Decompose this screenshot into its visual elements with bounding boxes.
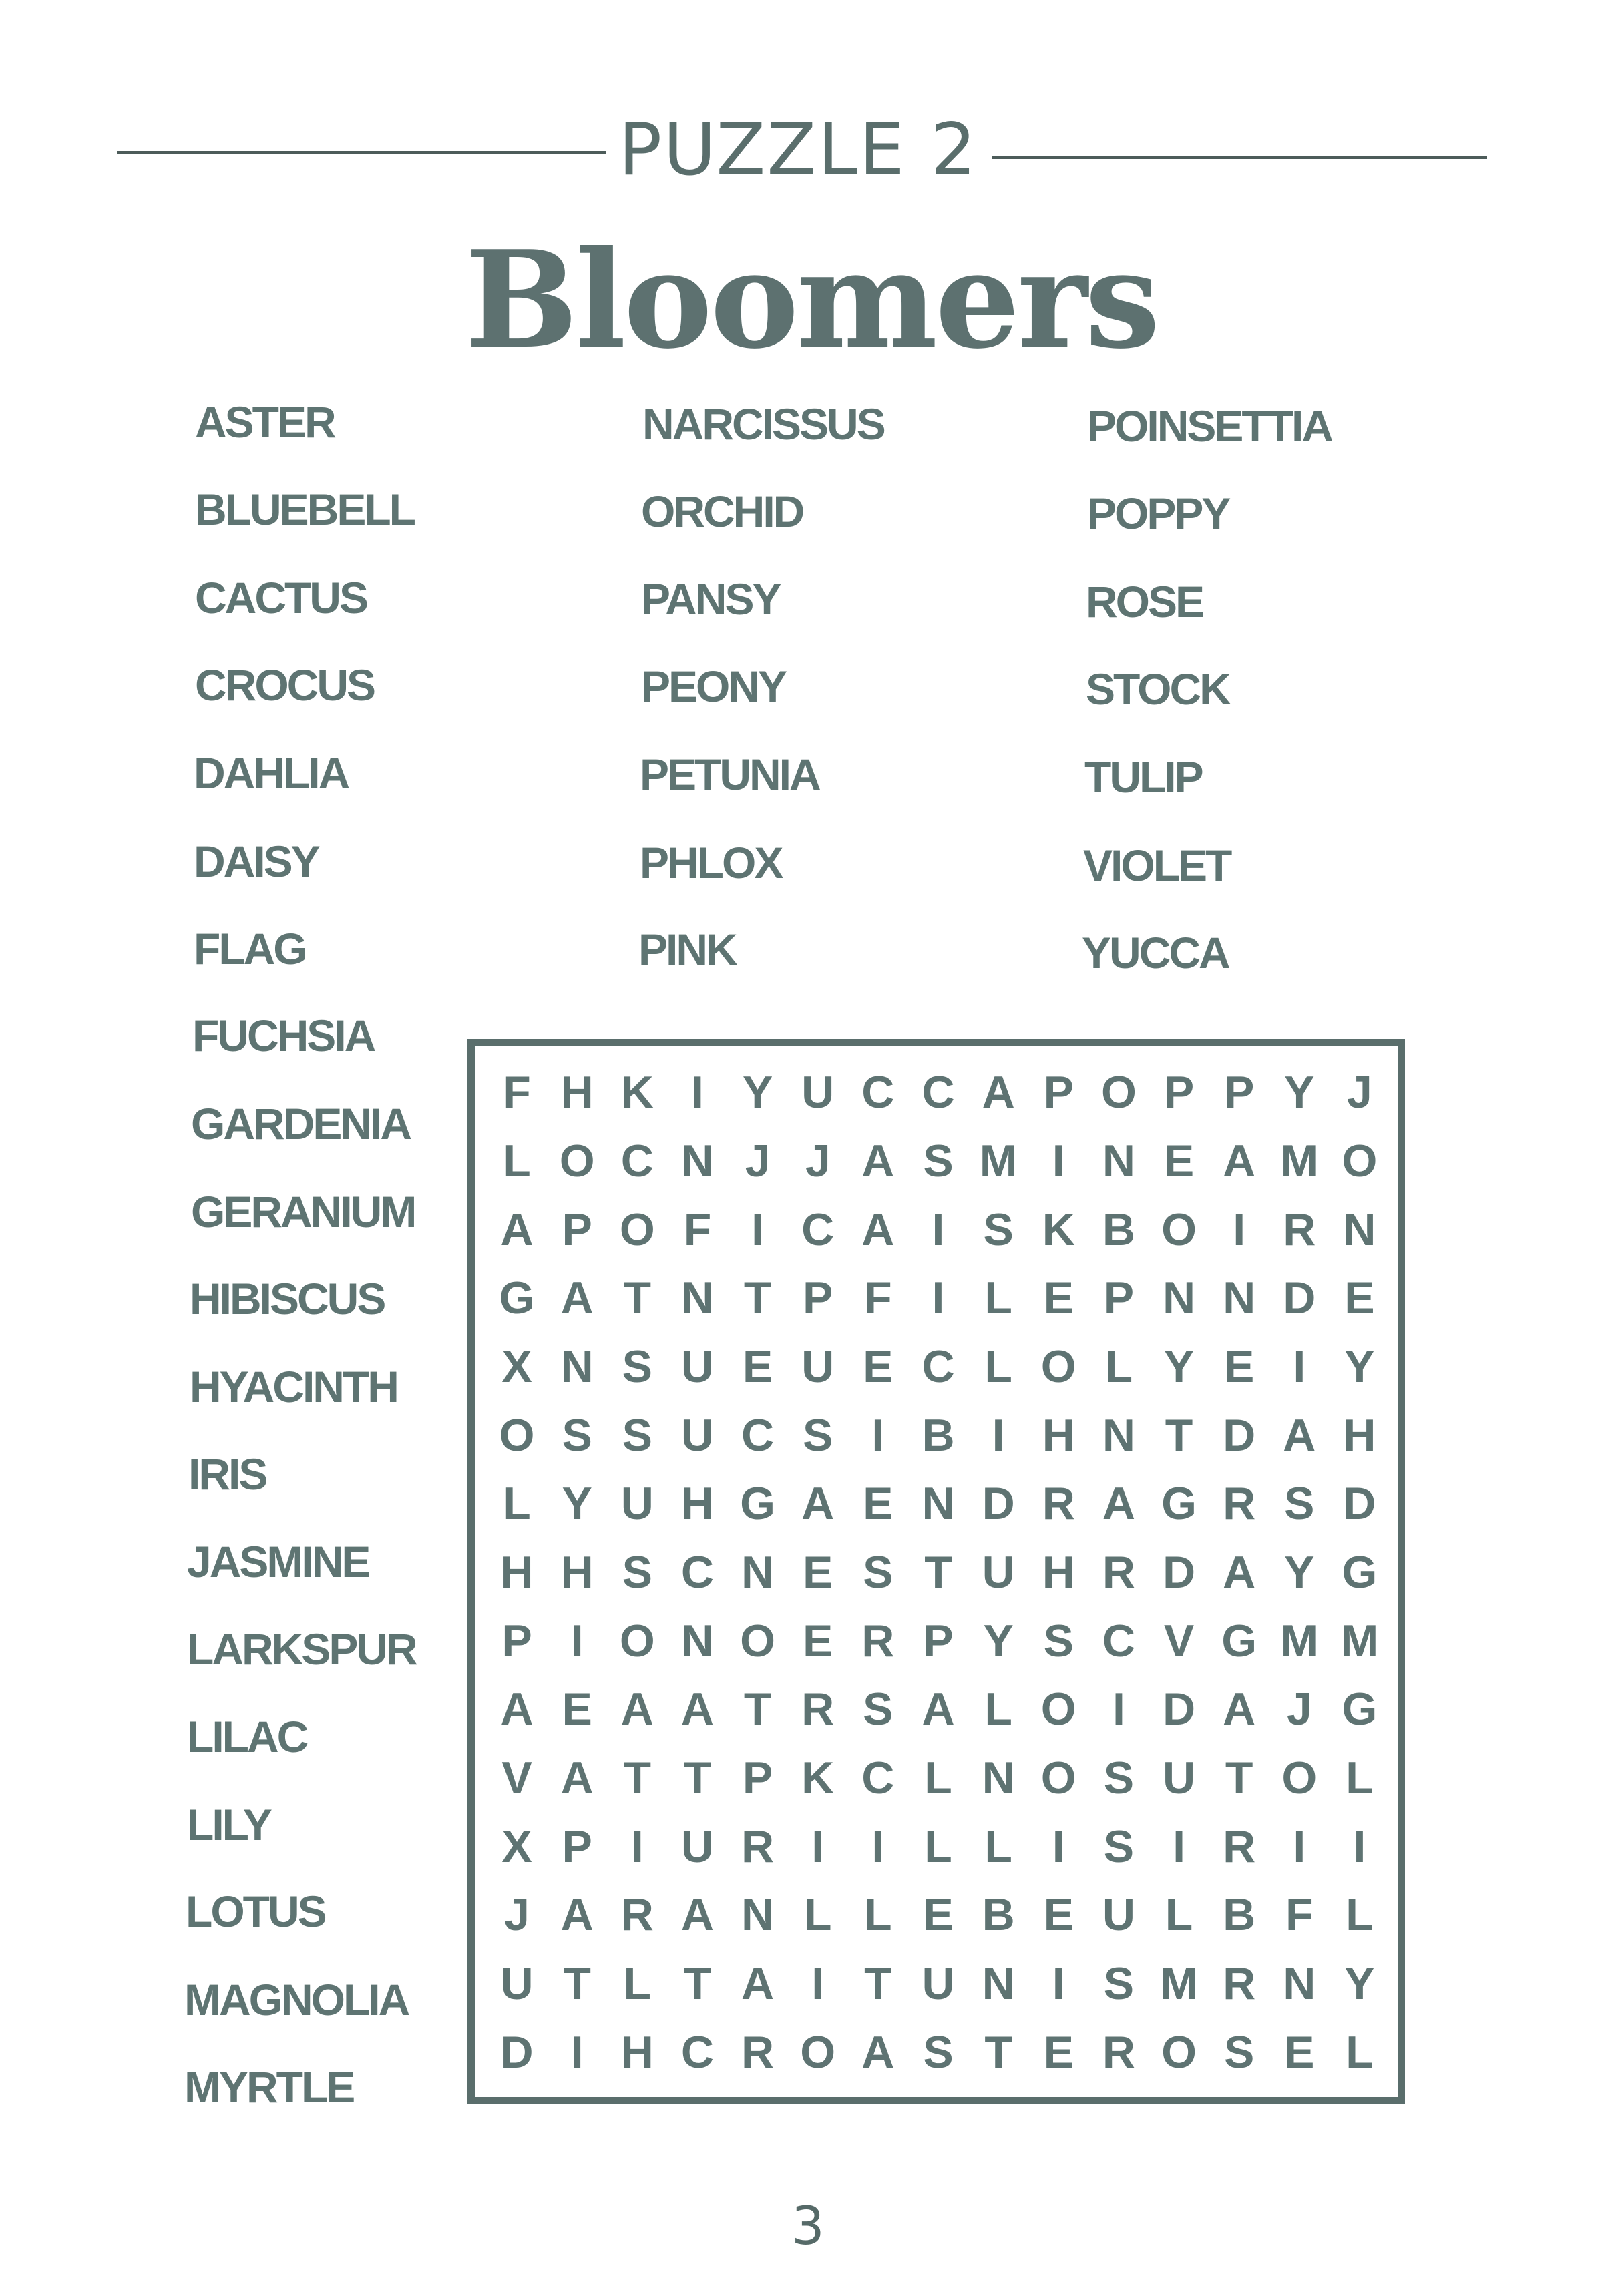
grid-cell[interactable]: A (500, 1204, 534, 1255)
grid-cell[interactable]: E (803, 1615, 833, 1666)
grid-cell[interactable]: T (623, 1273, 652, 1324)
grid-cell[interactable]: T (623, 1752, 652, 1803)
grid-cell[interactable]: F (683, 1204, 712, 1255)
grid-cell[interactable]: R (1042, 1478, 1075, 1530)
grid-cell[interactable]: M (1280, 1135, 1319, 1186)
grid-cell[interactable]: M (1340, 1615, 1379, 1666)
word-item: FUCHSIA (192, 1011, 375, 1060)
grid-cell[interactable]: E (803, 1546, 833, 1598)
grid-cell[interactable]: I (1293, 1341, 1306, 1392)
grid-cell[interactable]: M (979, 1135, 1018, 1186)
grid-cell[interactable]: L (803, 1889, 832, 1941)
word-item: PETUNIA (640, 750, 819, 799)
grid-cell[interactable]: J (805, 1135, 831, 1186)
grid-cell[interactable]: C (741, 1409, 775, 1461)
grid-cell[interactable]: L (924, 1821, 952, 1872)
grid-cell[interactable]: I (1052, 1135, 1065, 1186)
grid-cell[interactable]: S (1223, 2026, 1255, 2078)
grid-cell[interactable]: A (680, 1684, 715, 1735)
word-item: HYACINTH (190, 1362, 397, 1411)
grid-cell[interactable]: P (501, 1615, 532, 1666)
grid-cell[interactable]: R (1102, 2026, 1135, 2078)
grid-cell[interactable]: H (560, 1067, 594, 1118)
grid-cell[interactable]: R (1283, 1204, 1316, 1255)
grid-cell[interactable]: L (623, 1958, 652, 2009)
grid-cell[interactable]: I (630, 1821, 644, 1872)
grid-cell[interactable]: I (1353, 1821, 1366, 1872)
grid-cell[interactable]: C (620, 1135, 654, 1186)
grid-cell[interactable]: A (500, 1684, 534, 1735)
grid-cell[interactable]: S (622, 1546, 652, 1598)
grid-cell[interactable]: C (922, 1067, 955, 1118)
grid-cell[interactable]: E (1043, 1889, 1074, 1941)
grid-cell[interactable]: Y (1284, 1546, 1315, 1598)
grid-cell[interactable]: E (923, 1889, 954, 1941)
grid-cell[interactable]: U (982, 1546, 1015, 1598)
grid-cell[interactable]: N (1102, 1135, 1135, 1186)
grid-cell[interactable]: E (1043, 2026, 1074, 2078)
grid-cell[interactable]: A (1223, 1684, 1256, 1735)
grid-cell[interactable]: M (1160, 1958, 1198, 2009)
grid-cell[interactable]: A (1102, 1478, 1135, 1530)
grid-cell[interactable]: C (1102, 1615, 1135, 1666)
grid-cell[interactable]: U (680, 1409, 715, 1461)
grid-cell[interactable]: P (923, 1615, 954, 1666)
grid-cell[interactable]: A (1223, 1546, 1256, 1598)
grid-cell[interactable]: S (863, 1684, 893, 1735)
grid-cell[interactable]: O (1161, 2026, 1197, 2078)
grid-cell[interactable]: I (570, 2026, 584, 2078)
grid-cell[interactable]: U (680, 1821, 715, 1872)
grid-cell[interactable]: D (1343, 1478, 1376, 1530)
word-item: LOTUS (186, 1887, 325, 1936)
grid-cell[interactable]: H (1042, 1546, 1075, 1598)
word-item: ROSE (1086, 577, 1203, 626)
word-item: JASMINE (187, 1537, 369, 1586)
grid-cell[interactable]: H (1042, 1409, 1075, 1461)
grid-cell[interactable]: S (923, 2026, 954, 2078)
grid-cell[interactable]: R (1223, 1958, 1256, 2009)
grid-cell[interactable]: O (619, 1204, 655, 1255)
grid-cell[interactable]: D (982, 1478, 1015, 1530)
grid-cell[interactable]: O (740, 1615, 776, 1666)
grid-cell[interactable]: T (1165, 1409, 1193, 1461)
grid-cell[interactable]: E (1223, 1341, 1255, 1392)
grid-cell[interactable]: O (1342, 1135, 1378, 1186)
grid-cell[interactable]: J (1286, 1684, 1312, 1735)
puzzle-title: Bloomers (465, 222, 1158, 379)
grid-cell[interactable]: A (982, 1067, 1015, 1118)
grid-cell[interactable]: G (1161, 1478, 1197, 1530)
grid-cell[interactable]: H (500, 1546, 534, 1598)
grid-cell[interactable]: G (1221, 1615, 1257, 1666)
grid-cell[interactable]: A (801, 1478, 835, 1530)
grid-cell[interactable]: M (1280, 1615, 1319, 1666)
grid-cell[interactable]: R (801, 1684, 835, 1735)
grid-cell[interactable]: E (863, 1341, 893, 1392)
grid-cell[interactable]: N (1283, 1958, 1316, 2009)
grid-cell[interactable]: D (1283, 1273, 1316, 1324)
grid-cell[interactable]: R (861, 1615, 895, 1666)
grid-cell[interactable]: S (983, 1204, 1014, 1255)
grid-cell[interactable]: E (1163, 1135, 1195, 1186)
grid-cell[interactable]: B (982, 1889, 1015, 1941)
grid-cell[interactable]: A (1283, 1409, 1316, 1461)
grid-cell[interactable]: G (740, 1478, 776, 1530)
grid-cell[interactable]: I (1173, 1821, 1185, 1872)
grid-cell[interactable]: L (503, 1478, 531, 1530)
grid-cell[interactable]: F (503, 1067, 531, 1118)
grid-cell[interactable]: T (984, 2026, 1012, 2078)
grid-cell[interactable]: E (863, 1478, 893, 1530)
word-item: POPPY (1087, 489, 1229, 538)
grid-cell[interactable]: T (743, 1684, 772, 1735)
grid-cell[interactable]: R (1223, 1821, 1256, 1872)
grid-cell[interactable]: I (1112, 1684, 1125, 1735)
grid-cell[interactable]: T (683, 1752, 712, 1803)
grid-cell[interactable]: Y (1163, 1341, 1195, 1392)
word-item: LARKSPUR (187, 1624, 416, 1674)
grid-cell[interactable]: O (619, 1615, 655, 1666)
word-item: LILY (187, 1800, 270, 1849)
grid-cell[interactable]: P (562, 1821, 592, 1872)
word-item: PINK (638, 925, 736, 974)
word-item: GERANIUM (191, 1187, 415, 1236)
grid-cell[interactable]: L (984, 1821, 1012, 1872)
grid-cell[interactable]: G (1342, 1546, 1378, 1598)
grid-cell[interactable]: F (864, 1273, 892, 1324)
grid-cell[interactable]: A (741, 1958, 775, 2009)
grid-cell[interactable]: Y (1344, 1341, 1375, 1392)
grid-cell[interactable]: V (501, 1752, 532, 1803)
grid-cell[interactable]: C (861, 1067, 895, 1118)
word-item: BLUEBELL (195, 485, 414, 534)
grid-cell[interactable]: Y (1344, 1958, 1375, 2009)
grid-cell[interactable]: U (801, 1341, 835, 1392)
grid-cell[interactable]: Y (742, 1067, 773, 1118)
grid-cell[interactable]: A (922, 1684, 955, 1735)
grid-cell[interactable]: F (1285, 1889, 1313, 1941)
grid-cell[interactable]: D (1162, 1546, 1196, 1598)
grid-cell[interactable]: T (924, 1546, 952, 1598)
header-rule-left (117, 151, 606, 154)
grid-cell[interactable]: S (923, 1135, 954, 1186)
grid-cell[interactable]: A (861, 1135, 895, 1186)
word-item: DAISY (194, 837, 319, 886)
grid-cell[interactable]: S (622, 1409, 652, 1461)
grid-cell[interactable]: U (680, 1341, 715, 1392)
grid-cell[interactable]: G (499, 1273, 535, 1324)
grid-cell[interactable]: X (501, 1341, 532, 1392)
grid-cell[interactable]: N (922, 1478, 955, 1530)
grid-cell[interactable]: H (560, 1546, 594, 1598)
grid-cell[interactable]: I (691, 1067, 704, 1118)
grid-cell[interactable]: O (499, 1409, 535, 1461)
word-item: DAHLIA (194, 748, 349, 798)
grid-cell[interactable]: N (1102, 1409, 1135, 1461)
word-item: MAGNOLIA (184, 1975, 409, 2024)
grid-cell[interactable]: L (984, 1341, 1012, 1392)
grid-cell[interactable]: X (501, 1821, 532, 1872)
word-item: YUCCA (1082, 928, 1229, 977)
header-rule-right (992, 156, 1487, 159)
grid-cell[interactable]: N (741, 1889, 775, 1941)
grid-cell[interactable]: D (500, 2026, 534, 2078)
grid-cell[interactable]: S (863, 1546, 893, 1598)
grid-cell[interactable]: S (803, 1409, 833, 1461)
grid-cell[interactable]: I (932, 1204, 945, 1255)
word-item: PHLOX (640, 838, 782, 887)
grid-cell[interactable]: R (1102, 1546, 1135, 1598)
grid-cell[interactable]: N (680, 1273, 715, 1324)
grid-cell[interactable]: L (984, 1684, 1012, 1735)
grid-cell[interactable]: S (1103, 1821, 1135, 1872)
grid-cell[interactable]: I (932, 1273, 945, 1324)
grid-cell[interactable]: E (742, 1341, 773, 1392)
grid-cell[interactable]: N (982, 1958, 1015, 2009)
grid-cell[interactable]: E (1344, 1273, 1375, 1324)
grid-cell[interactable]: L (1346, 2026, 1374, 2078)
word-item: HIBISCUS (190, 1274, 385, 1323)
grid-cell[interactable]: J (1347, 1067, 1372, 1118)
grid-cell[interactable]: D (1162, 1684, 1196, 1735)
grid-cell[interactable]: B (922, 1409, 955, 1461)
grid-cell[interactable]: S (1043, 1615, 1074, 1666)
grid-cell[interactable]: U (620, 1478, 654, 1530)
grid-cell[interactable]: N (680, 1135, 715, 1186)
word-item: ASTER (195, 397, 335, 447)
grid-cell[interactable]: L (1346, 1752, 1374, 1803)
grid-cell[interactable]: T (683, 1958, 712, 2009)
grid-cell[interactable]: A (861, 2026, 895, 2078)
grid-cell[interactable]: L (984, 1273, 1012, 1324)
grid-cell[interactable]: A (560, 1889, 594, 1941)
word-item: GARDENIA (191, 1099, 411, 1148)
grid-cell[interactable]: A (1223, 1135, 1256, 1186)
grid-cell[interactable]: U (1162, 1752, 1196, 1803)
grid-cell[interactable]: I (1233, 1204, 1246, 1255)
grid-cell[interactable]: J (745, 1135, 771, 1186)
grid-cell[interactable]: I (811, 1958, 825, 2009)
grid-cell[interactable]: I (992, 1409, 1005, 1461)
grid-cell[interactable]: P (1103, 1273, 1135, 1324)
grid-cell[interactable]: O (1161, 1204, 1197, 1255)
word-item: MYRTLE (184, 2062, 354, 2112)
grid-cell[interactable]: L (503, 1135, 531, 1186)
grid-cell[interactable]: J (504, 1889, 530, 1941)
grid-cell[interactable]: N (560, 1341, 594, 1392)
grid-cell[interactable]: S (622, 1341, 652, 1392)
word-item: STOCK (1086, 664, 1229, 714)
grid-cell[interactable]: H (620, 2026, 654, 2078)
grid-cell[interactable]: V (1163, 1615, 1195, 1666)
grid-cell[interactable]: D (1223, 1409, 1256, 1461)
grid-cell[interactable]: H (680, 1478, 715, 1530)
grid-cell[interactable]: R (741, 2026, 775, 2078)
grid-cell[interactable]: U (801, 1067, 835, 1118)
word-item: IRIS (188, 1449, 266, 1499)
word-item: POINSETTIA (1087, 401, 1332, 451)
letter-grid (487, 1058, 1390, 2086)
grid-cell[interactable]: P (742, 1752, 773, 1803)
grid-cell[interactable]: L (924, 1752, 952, 1803)
grid-cell[interactable]: I (871, 1821, 885, 1872)
word-item: CROCUS (195, 660, 375, 710)
grid-cell[interactable]: N (982, 1752, 1015, 1803)
grid-cell[interactable]: T (864, 1958, 892, 2009)
grid-cell[interactable]: U (922, 1958, 955, 2009)
grid-cell[interactable]: H (1343, 1409, 1376, 1461)
word-item: LILAC (187, 1712, 307, 1761)
grid-cell[interactable]: N (741, 1546, 775, 1598)
word-item: NARCISSUS (642, 399, 884, 449)
grid-cell[interactable]: C (801, 1204, 835, 1255)
grid-cell[interactable]: C (922, 1341, 955, 1392)
word-search-grid (467, 1039, 1405, 2104)
grid-cell[interactable]: I (1052, 1821, 1065, 1872)
grid-cell[interactable]: A (560, 1273, 594, 1324)
grid-cell[interactable]: A (680, 1889, 715, 1941)
grid-cell[interactable]: S (562, 1409, 592, 1461)
grid-cell[interactable]: O (1281, 1752, 1318, 1803)
grid-cell[interactable]: S (1103, 1752, 1135, 1803)
grid-cell[interactable]: P (1163, 1067, 1195, 1118)
grid-cell[interactable]: E (1043, 1273, 1074, 1324)
grid-cell[interactable]: I (1293, 1821, 1306, 1872)
grid-cell[interactable]: Y (562, 1478, 592, 1530)
grid-cell[interactable]: N (1343, 1204, 1376, 1255)
grid-cell[interactable]: I (570, 1615, 584, 1666)
grid-cell[interactable]: U (1102, 1889, 1135, 1941)
grid-cell[interactable]: O (1040, 1752, 1076, 1803)
grid-cell[interactable]: E (562, 1684, 592, 1735)
grid-cell[interactable]: T (1225, 1752, 1253, 1803)
grid-cell[interactable]: Y (1284, 1067, 1315, 1118)
grid-cell[interactable]: I (1052, 1958, 1065, 2009)
grid-cell[interactable]: Y (983, 1615, 1014, 1666)
grid-cell[interactable]: S (1103, 1958, 1135, 2009)
grid-cell[interactable]: C (680, 1546, 715, 1598)
grid-cell[interactable]: O (800, 2026, 836, 2078)
grid-cell[interactable]: O (1040, 1341, 1076, 1392)
grid-cell[interactable]: S (1284, 1478, 1315, 1530)
grid-cell[interactable]: R (741, 1821, 775, 1872)
grid-cell[interactable]: N (680, 1615, 715, 1666)
word-item: TULIP (1084, 752, 1202, 802)
grid-cell[interactable]: T (743, 1273, 772, 1324)
grid-cell[interactable]: K (801, 1752, 835, 1803)
grid-cell[interactable]: R (620, 1889, 654, 1941)
grid-cell[interactable]: N (1223, 1273, 1256, 1324)
grid-cell[interactable]: P (1223, 1067, 1255, 1118)
word-item: FLAG (194, 924, 306, 973)
word-item: VIOLET (1083, 841, 1231, 890)
grid-cell[interactable]: A (620, 1684, 654, 1735)
grid-cell[interactable]: A (861, 1204, 895, 1255)
grid-cell[interactable]: I (751, 1204, 765, 1255)
page-number: 3 (791, 2197, 825, 2257)
grid-cell[interactable]: L (864, 1889, 892, 1941)
grid-cell[interactable]: A (560, 1752, 594, 1803)
grid-cell[interactable]: T (563, 1958, 591, 2009)
grid-cell[interactable]: O (1100, 1067, 1137, 1118)
grid-cell[interactable]: L (1346, 1889, 1374, 1941)
grid-cell[interactable]: G (1342, 1684, 1378, 1735)
grid-cell[interactable]: I (871, 1409, 885, 1461)
grid-cell[interactable]: C (861, 1752, 895, 1803)
grid-cell[interactable]: O (1040, 1684, 1076, 1735)
grid-cell[interactable]: O (559, 1135, 595, 1186)
word-item: CACTUS (195, 573, 367, 622)
grid-cell[interactable]: B (1223, 1889, 1256, 1941)
grid-cell[interactable]: P (1043, 1067, 1074, 1118)
word-item: PANSY (641, 574, 780, 624)
grid-cell[interactable]: C (680, 2026, 715, 2078)
grid-cell[interactable]: P (562, 1204, 592, 1255)
grid-cell[interactable]: R (1223, 1478, 1256, 1530)
word-item: ORCHID (641, 487, 803, 536)
grid-cell[interactable]: N (1162, 1273, 1196, 1324)
word-item: PEONY (641, 662, 786, 711)
grid-cell[interactable]: U (500, 1958, 534, 2009)
grid-cell[interactable]: I (811, 1821, 825, 1872)
grid-cell[interactable]: L (1165, 1889, 1193, 1941)
grid-cell[interactable]: B (1102, 1204, 1135, 1255)
grid-cell[interactable]: P (803, 1273, 833, 1324)
puzzle-label: PUZZLE 2 (618, 108, 978, 192)
grid-cell[interactable]: E (1284, 2026, 1315, 2078)
grid-cell[interactable]: K (620, 1067, 654, 1118)
grid-cell[interactable]: L (1104, 1341, 1133, 1392)
grid-cell[interactable]: K (1042, 1204, 1075, 1255)
